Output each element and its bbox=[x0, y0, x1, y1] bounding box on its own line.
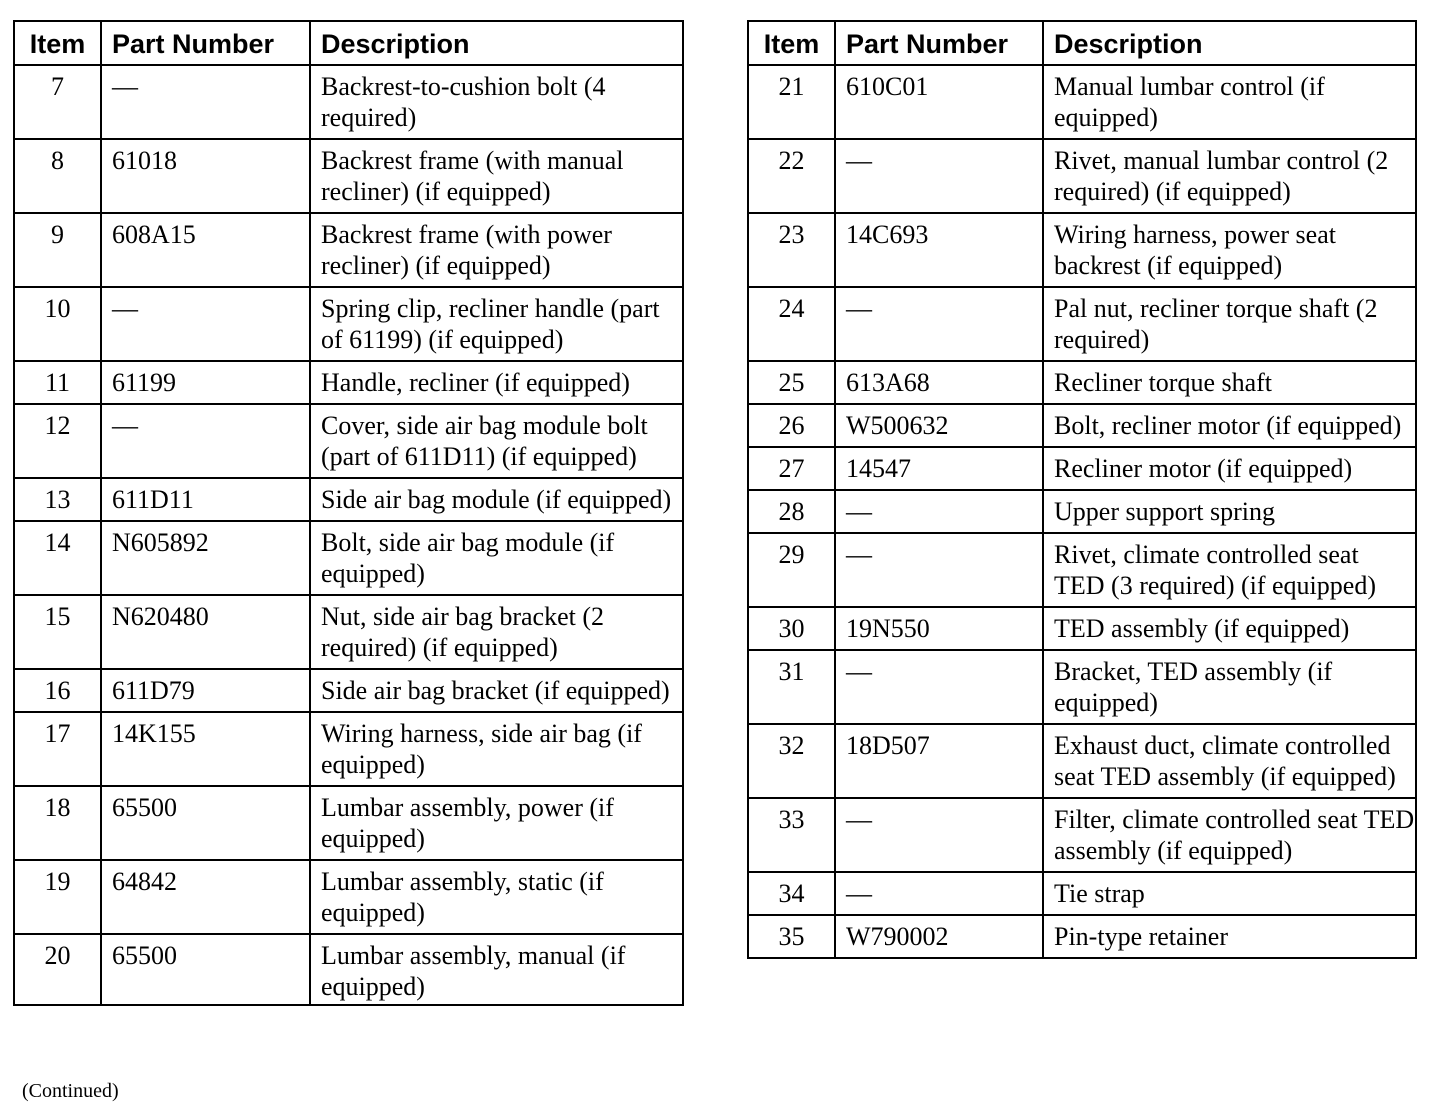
part-number-cell: 613A68 bbox=[835, 361, 1043, 404]
table-row bbox=[748, 915, 1416, 958]
item-cell: 18 bbox=[14, 786, 101, 860]
part-number-cell: N620480 bbox=[101, 595, 310, 669]
item-cell: 22 bbox=[748, 139, 835, 213]
table-row bbox=[14, 361, 683, 404]
part-number-cell: — bbox=[835, 872, 1043, 915]
parts-table-right bbox=[747, 20, 1417, 959]
item-cell: 8 bbox=[14, 139, 101, 213]
part-number-cell: 611D79 bbox=[101, 669, 310, 712]
description-cell: Tie strap bbox=[1043, 872, 1416, 915]
part-number-cell: 18D507 bbox=[835, 724, 1043, 798]
part-number-cell: — bbox=[101, 65, 310, 139]
description-cell: Bolt, recliner motor (if equipped) bbox=[1043, 404, 1416, 447]
description-cell: Backrest frame (with manual recliner) (if equipped) bbox=[310, 139, 683, 213]
part-number-cell: N605892 bbox=[101, 521, 310, 595]
part-number-cell: 14K155 bbox=[101, 712, 310, 786]
table-row bbox=[14, 669, 683, 712]
item-cell: 9 bbox=[14, 213, 101, 287]
description-cell: Upper support spring bbox=[1043, 490, 1416, 533]
item-cell: 16 bbox=[14, 669, 101, 712]
description-cell: Lumbar assembly, power (if equipped) bbox=[310, 786, 683, 860]
left-table-body bbox=[14, 65, 683, 1005]
description-cell: Lumbar assembly, static (if equipped) bbox=[310, 860, 683, 934]
table-row bbox=[748, 361, 1416, 404]
description-cell: Side air bag bracket (if equipped) bbox=[310, 669, 683, 712]
description-cell: Lumbar assembly, manual (if equipped) bbox=[310, 934, 683, 1005]
table-row bbox=[14, 287, 683, 361]
part-number-cell: 61199 bbox=[101, 361, 310, 404]
table-row bbox=[14, 934, 683, 1005]
table-row bbox=[748, 287, 1416, 361]
table-row bbox=[748, 213, 1416, 287]
item-cell: 11 bbox=[14, 361, 101, 404]
table-row bbox=[748, 533, 1416, 607]
item-cell: 31 bbox=[748, 650, 835, 724]
table-row bbox=[748, 607, 1416, 650]
continued-note: (Continued) bbox=[22, 1080, 119, 1102]
part-number-cell: 64842 bbox=[101, 860, 310, 934]
part-number-cell: 611D11 bbox=[101, 478, 310, 521]
item-cell: 29 bbox=[748, 533, 835, 607]
table-row bbox=[14, 595, 683, 669]
description-cell: Manual lumbar control (if equipped) bbox=[1043, 65, 1416, 139]
header-part-number: Part Number bbox=[101, 21, 310, 65]
item-cell: 20 bbox=[14, 934, 101, 1005]
table-row bbox=[748, 724, 1416, 798]
header-description: Description bbox=[310, 21, 683, 65]
table-row bbox=[748, 872, 1416, 915]
parts-table-left bbox=[13, 20, 684, 1006]
part-number-cell: 14C693 bbox=[835, 213, 1043, 287]
description-cell: Recliner torque shaft bbox=[1043, 361, 1416, 404]
right-table-body bbox=[748, 65, 1416, 958]
header-item: Item bbox=[14, 21, 101, 65]
item-cell: 10 bbox=[14, 287, 101, 361]
part-number-cell: — bbox=[101, 287, 310, 361]
description-cell: Bracket, TED assembly (if equipped) bbox=[1043, 650, 1416, 724]
table-row bbox=[14, 860, 683, 934]
table-row bbox=[14, 404, 683, 478]
part-number-cell: — bbox=[835, 287, 1043, 361]
part-number-cell: — bbox=[835, 798, 1043, 872]
table-row bbox=[14, 478, 683, 521]
part-number-cell: — bbox=[835, 533, 1043, 607]
item-cell: 27 bbox=[748, 447, 835, 490]
table-row bbox=[748, 447, 1416, 490]
description-cell: TED assembly (if equipped) bbox=[1043, 607, 1416, 650]
table-row bbox=[14, 712, 683, 786]
description-cell: Side air bag module (if equipped) bbox=[310, 478, 683, 521]
table-row bbox=[748, 798, 1416, 872]
item-cell: 13 bbox=[14, 478, 101, 521]
description-cell: Bolt, side air bag module (if equipped) bbox=[310, 521, 683, 595]
description-cell: Filter, climate controlled seat TED assembly (if equipped) bbox=[1043, 798, 1416, 872]
part-number-cell: 14547 bbox=[835, 447, 1043, 490]
table-row bbox=[748, 404, 1416, 447]
item-cell: 21 bbox=[748, 65, 835, 139]
item-cell: 35 bbox=[748, 915, 835, 958]
part-number-cell: — bbox=[835, 139, 1043, 213]
part-number-cell: W790002 bbox=[835, 915, 1043, 958]
description-cell: Pin-type retainer bbox=[1043, 915, 1416, 958]
header-row bbox=[14, 21, 683, 65]
item-cell: 23 bbox=[748, 213, 835, 287]
header-row bbox=[748, 21, 1416, 65]
item-cell: 17 bbox=[14, 712, 101, 786]
header-part-number: Part Number bbox=[835, 21, 1043, 65]
header-item: Item bbox=[748, 21, 835, 65]
description-cell: Exhaust duct, climate controlled seat TED assembly (if equipped) bbox=[1043, 724, 1416, 798]
description-cell: Rivet, climate controlled seat TED (3 required) (if equipped) bbox=[1043, 533, 1416, 607]
part-number-cell: W500632 bbox=[835, 404, 1043, 447]
item-cell: 30 bbox=[748, 607, 835, 650]
description-cell: Wiring harness, side air bag (if equipped) bbox=[310, 712, 683, 786]
item-cell: 7 bbox=[14, 65, 101, 139]
part-number-cell: 65500 bbox=[101, 786, 310, 860]
item-cell: 28 bbox=[748, 490, 835, 533]
item-cell: 25 bbox=[748, 361, 835, 404]
part-number-cell: — bbox=[101, 404, 310, 478]
description-cell: Backrest frame (with power recliner) (if equipped) bbox=[310, 213, 683, 287]
table-row bbox=[748, 139, 1416, 213]
table-row bbox=[14, 65, 683, 139]
item-cell: 19 bbox=[14, 860, 101, 934]
item-cell: 26 bbox=[748, 404, 835, 447]
description-cell: Backrest-to-cushion bolt (4 required) bbox=[310, 65, 683, 139]
description-cell: Wiring harness, power seat backrest (if equipped) bbox=[1043, 213, 1416, 287]
item-cell: 12 bbox=[14, 404, 101, 478]
part-number-cell: 610C01 bbox=[835, 65, 1043, 139]
description-cell: Rivet, manual lumbar control (2 required) (if equipped) bbox=[1043, 139, 1416, 213]
table-row bbox=[748, 490, 1416, 533]
table-row bbox=[14, 521, 683, 595]
table-row bbox=[748, 65, 1416, 139]
description-cell: Cover, side air bag module bolt (part of 611D11) (if equipped) bbox=[310, 404, 683, 478]
item-cell: 32 bbox=[748, 724, 835, 798]
description-cell: Nut, side air bag bracket (2 required) (if equipped) bbox=[310, 595, 683, 669]
part-number-cell: — bbox=[835, 490, 1043, 533]
table-row bbox=[14, 213, 683, 287]
part-number-cell: 608A15 bbox=[101, 213, 310, 287]
description-cell: Pal nut, recliner torque shaft (2 required) bbox=[1043, 287, 1416, 361]
part-number-cell: 65500 bbox=[101, 934, 310, 1005]
item-cell: 34 bbox=[748, 872, 835, 915]
table-row bbox=[14, 786, 683, 860]
part-number-cell: 61018 bbox=[101, 139, 310, 213]
item-cell: 14 bbox=[14, 521, 101, 595]
description-cell: Spring clip, recliner handle (part of 61199) (if equipped) bbox=[310, 287, 683, 361]
item-cell: 33 bbox=[748, 798, 835, 872]
table-row bbox=[748, 650, 1416, 724]
table-row bbox=[14, 139, 683, 213]
description-cell: Handle, recliner (if equipped) bbox=[310, 361, 683, 404]
part-number-cell: 19N550 bbox=[835, 607, 1043, 650]
item-cell: 24 bbox=[748, 287, 835, 361]
description-cell: Recliner motor (if equipped) bbox=[1043, 447, 1416, 490]
header-description: Description bbox=[1043, 21, 1416, 65]
part-number-cell: — bbox=[835, 650, 1043, 724]
item-cell: 15 bbox=[14, 595, 101, 669]
